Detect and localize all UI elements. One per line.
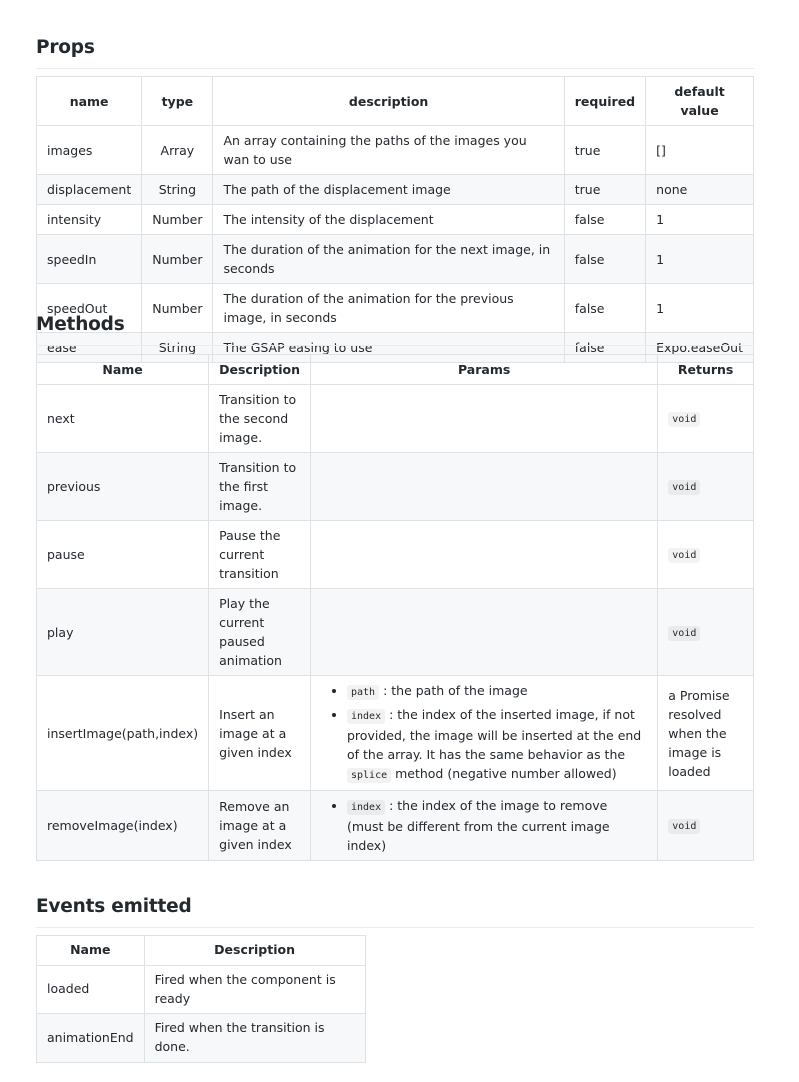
- prop-description: An array containing the paths of the images you wan to use: [213, 126, 564, 175]
- params-list: [321, 796, 647, 855]
- prop-default: none: [646, 175, 754, 205]
- param-text: method (negative number allowed): [391, 766, 617, 781]
- prop-required: true: [564, 126, 645, 175]
- column-header: Returns: [658, 355, 754, 385]
- events-header-row: [37, 936, 366, 966]
- prop-default: Expo.easeOut: [646, 333, 754, 363]
- method-name: removeImage(index): [37, 791, 209, 861]
- table-row: [37, 175, 754, 205]
- method-name: insertImage(path,index): [37, 676, 209, 791]
- prop-type: Number: [142, 284, 213, 333]
- event-name: animationEnd: [37, 1014, 145, 1063]
- returns-code: void: [668, 548, 700, 563]
- table-row: [37, 1014, 366, 1063]
- prop-type: String: [142, 175, 213, 205]
- returns-code: void: [668, 819, 700, 834]
- returns-code: void: [668, 626, 700, 641]
- method-name: pause: [37, 521, 209, 589]
- method-returns: [658, 791, 754, 861]
- method-name: previous: [37, 453, 209, 521]
- props-heading: Props: [36, 34, 754, 69]
- param-item: [347, 705, 647, 785]
- events-heading: Events emitted: [36, 893, 754, 928]
- prop-name: displacement: [37, 175, 142, 205]
- params-list: [321, 681, 647, 785]
- method-description: Remove an image at a given index: [209, 791, 311, 861]
- events-table: [36, 935, 366, 1063]
- param-text: : the index of the inserted image, if not provided, the image will be inserted at the end of the array. It has the same behavior as the: [347, 707, 642, 762]
- param-text: : the index of the image to remove (must be different from the current image index): [347, 798, 610, 853]
- table-row: [37, 965, 366, 1014]
- column-header: type: [142, 77, 213, 126]
- method-params: [311, 791, 658, 861]
- prop-default: []: [646, 126, 754, 175]
- prop-required: false: [564, 284, 645, 333]
- prop-type: String: [142, 333, 213, 363]
- methods-heading: Methods: [36, 311, 754, 346]
- method-returns: [658, 385, 754, 453]
- prop-default: 1: [646, 235, 754, 284]
- returns-code: void: [668, 480, 700, 495]
- table-row: [37, 676, 754, 791]
- returns-code: void: [668, 412, 700, 427]
- param-item: [347, 681, 647, 702]
- param-code: path: [347, 685, 379, 700]
- event-name: loaded: [37, 965, 145, 1014]
- method-returns: [658, 453, 754, 521]
- method-params: [311, 453, 658, 521]
- method-params: [311, 521, 658, 589]
- prop-name: speedIn: [37, 235, 142, 284]
- method-returns: a Promise resolved when the image is loaded: [658, 676, 754, 791]
- column-header: Params: [311, 355, 658, 385]
- prop-type: Number: [142, 235, 213, 284]
- table-row: [37, 235, 754, 284]
- table-row: [37, 589, 754, 676]
- column-header: default value: [646, 77, 754, 126]
- column-header: Description: [209, 355, 311, 385]
- table-row: [37, 205, 754, 235]
- method-description: Transition to the first image.: [209, 453, 311, 521]
- table-row: [37, 126, 754, 175]
- table-row: [37, 453, 754, 521]
- prop-description: The duration of the animation for the next image, in seconds: [213, 235, 564, 284]
- event-description: Fired when the transition is done.: [144, 1014, 365, 1063]
- prop-name: speedOut: [37, 284, 142, 333]
- method-name: next: [37, 385, 209, 453]
- method-params: [311, 589, 658, 676]
- prop-description: The duration of the animation for the previous image, in seconds: [213, 284, 564, 333]
- prop-default: 1: [646, 284, 754, 333]
- method-description: Pause the current transition: [209, 521, 311, 589]
- prop-default: 1: [646, 205, 754, 235]
- prop-name: intensity: [37, 205, 142, 235]
- prop-required: true: [564, 175, 645, 205]
- props-header-row: [37, 77, 754, 126]
- method-description: Insert an image at a given index: [209, 676, 311, 791]
- method-params: [311, 385, 658, 453]
- column-header: name: [37, 77, 142, 126]
- prop-type: Array: [142, 126, 213, 175]
- param-item: [347, 796, 647, 855]
- param-code: index: [347, 709, 385, 724]
- column-header: Description: [144, 936, 365, 966]
- method-name: play: [37, 589, 209, 676]
- column-header: Name: [37, 355, 209, 385]
- prop-description: The GSAP easing to use: [213, 333, 564, 363]
- method-returns: [658, 521, 754, 589]
- column-header: required: [564, 77, 645, 126]
- events-section: [36, 893, 754, 1054]
- table-row: [37, 521, 754, 589]
- method-description: Transition to the second image.: [209, 385, 311, 453]
- table-row: [37, 385, 754, 453]
- param-code: splice: [347, 768, 391, 783]
- event-description: Fired when the component is ready: [144, 965, 365, 1014]
- prop-name: ease: [37, 333, 142, 363]
- prop-required: false: [564, 333, 645, 363]
- methods-header-row: [37, 355, 754, 385]
- prop-required: false: [564, 235, 645, 284]
- param-code: index: [347, 800, 385, 815]
- prop-required: false: [564, 205, 645, 235]
- param-text: : the path of the image: [379, 683, 528, 698]
- column-header: Name: [37, 936, 145, 966]
- prop-type: Number: [142, 205, 213, 235]
- method-returns: [658, 589, 754, 676]
- prop-description: The path of the displacement image: [213, 175, 564, 205]
- prop-name: images: [37, 126, 142, 175]
- table-row: [37, 791, 754, 861]
- column-header: description: [213, 77, 564, 126]
- method-description: Play the current paused animation: [209, 589, 311, 676]
- prop-description: The intensity of the displacement: [213, 205, 564, 235]
- methods-table: [36, 354, 754, 861]
- method-params: [311, 676, 658, 791]
